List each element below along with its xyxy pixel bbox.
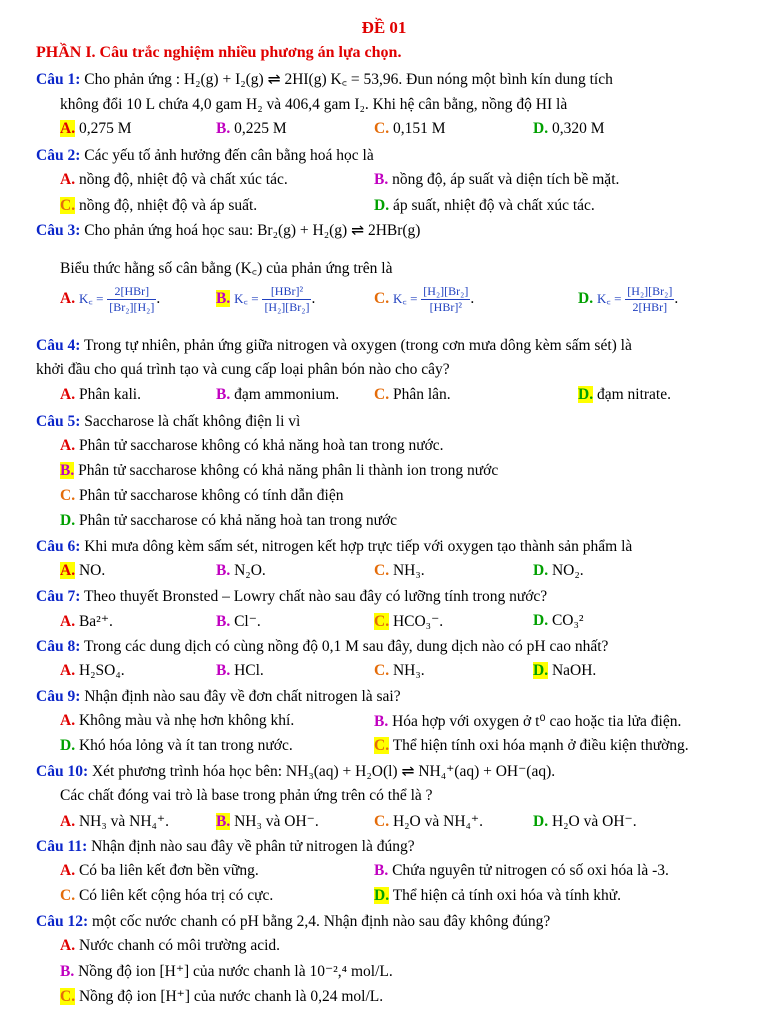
option-d[interactable]: D. K꜀ = $\frac{\text{[H₂][Br₂]}}{\text{2[HBr]}}$ . (578, 284, 679, 314)
option-letter: A. (60, 171, 76, 188)
question-number: Câu 11: (36, 838, 88, 855)
option-d[interactable] (533, 120, 605, 138)
fraction-denominator: [H₂][Br₂] (264, 300, 310, 314)
option-letter: A. (60, 386, 76, 403)
option-a[interactable] (60, 171, 288, 189)
option-d[interactable] (578, 386, 671, 404)
question-number: Câu 7: (36, 588, 81, 605)
option-c[interactable] (60, 887, 273, 905)
question-text: Nhận định nào sau đây về phân tử nitrogen là đúng? (91, 838, 415, 855)
option-text: NH₃ và NH₄⁺. (78, 813, 169, 830)
equilibrium-constant-label: K꜀ = (78, 291, 104, 307)
option-letter: D. (578, 386, 594, 403)
option-text: Phân tử saccharose không có tính dẫn điện (78, 487, 344, 504)
option-text: Có liên kết cộng hóa trị có cực. (78, 887, 274, 904)
option-b[interactable] (216, 120, 287, 138)
question-number: Câu 10: (36, 763, 89, 780)
option-d[interactable] (533, 562, 584, 580)
option-letter: B. (374, 713, 389, 730)
option-text: NH₃ và OH⁻. (234, 813, 319, 830)
option-text: Phân tử saccharose có khả năng hoà tan trong nước (78, 512, 398, 529)
fraction (262, 284, 311, 315)
option-letter: D. (533, 662, 549, 679)
option-text: Không màu và nhẹ hơn không khí. (78, 712, 295, 729)
option-a[interactable] (60, 386, 141, 404)
exam-title: ĐỀ 01 (361, 18, 407, 37)
option-text: N₂O. (234, 562, 266, 579)
option-text: 0,225 M (234, 120, 287, 137)
option-b[interactable] (60, 962, 393, 981)
option-b[interactable] (374, 171, 619, 189)
option-letter: C. (374, 662, 390, 679)
option-c[interactable]: C. K꜀ = $\frac{\text{[H₂][Br₂]}}{\text{[HBr]²}}$ . (374, 284, 475, 314)
question-text: Khi mưa dông kèm sấm sét, nitrogen kết hợp trực tiếp với oxygen tạo thành sản phẩm là (84, 538, 633, 555)
option-b[interactable] (374, 862, 669, 880)
question-number: Câu 8: (36, 638, 81, 655)
option-letter: B. (60, 963, 75, 980)
option-letter: A. (60, 120, 76, 137)
question-text: Theo thuyết Bronsted – Lowry chất nào sau đây có lưỡng tính trong nước? (83, 588, 548, 605)
option-c[interactable] (374, 612, 443, 631)
option-letter: C. (374, 386, 390, 403)
option-text: Hóa hợp với oxygen ở t⁰ cao hoặc tia lửa điện. (392, 713, 682, 730)
option-text: nồng độ, áp suất và diện tích bề mặt. (392, 171, 620, 188)
option-text: Phân lân. (392, 386, 451, 403)
fraction-denominator: [Br₂][H₂] (109, 300, 155, 314)
option-letter: A. (60, 290, 76, 308)
question-3 (36, 221, 741, 242)
option-c[interactable] (374, 562, 425, 580)
fraction (107, 284, 156, 315)
option-b[interactable] (216, 562, 266, 580)
option-text: NO. (78, 562, 106, 579)
option-c[interactable] (60, 487, 343, 505)
question-text: Xét phương trình hóa học bên: NH₃(aq) + H₂O(l) ⇌ NH₄⁺(aq) + OH⁻(aq). (91, 763, 556, 780)
option-letter: C. (60, 988, 76, 1005)
option-d[interactable] (533, 612, 584, 630)
option-text: đạm ammonium. (234, 386, 340, 403)
question-6 (36, 537, 741, 558)
question-text: một cốc nước chanh có pH bằng 2,4. Nhận định nào sau đây không đúng? (91, 913, 551, 930)
option-text: NO₂. (551, 562, 584, 579)
option-letter: C. (60, 487, 76, 504)
question-number: Câu 5: (36, 413, 81, 430)
part-heading: PHẦN I. Câu trắc nghiệm nhiều phương án lựa chọn. (36, 44, 402, 61)
option-letter: B. (216, 562, 231, 579)
option-letter: A. (60, 712, 76, 729)
fraction-numerator: [H₂][Br₂] (423, 284, 469, 298)
option-letter: C. (374, 120, 390, 137)
option-letter: D. (60, 512, 76, 529)
option-text: Nước chanh có môi trường acid. (78, 937, 281, 954)
option-a[interactable] (60, 812, 169, 831)
option-text: 0,151 M (392, 120, 446, 137)
option-c[interactable] (374, 737, 689, 755)
option-a[interactable]: A. K꜀ = $\frac{\text{2[HBr]}}{\text{[Br₂][H₂]}}$ . (60, 284, 161, 314)
option-b[interactable] (60, 462, 498, 480)
option-text: Chứa nguyên tử nitrogen có số oxi hóa là -3. (392, 862, 669, 879)
option-text: H₂SO₄. (78, 662, 125, 679)
option-c[interactable] (374, 662, 425, 680)
option-a[interactable] (60, 937, 280, 955)
option-text: NH₃. (392, 562, 425, 579)
option-text: nồng độ, nhiệt độ và chất xúc tác. (78, 171, 288, 188)
option-letter: A. (60, 562, 76, 579)
option-letter: A. (60, 437, 76, 454)
option-letter: B. (374, 862, 389, 879)
option-text: Nồng độ ion [H⁺] của nước chanh là 0,24 mol/L. (78, 988, 384, 1005)
option-letter: B. (216, 290, 231, 308)
option-letter: D. (533, 562, 549, 579)
option-letter: A. (60, 937, 76, 954)
option-letter: D. (374, 197, 390, 214)
option-b[interactable] (216, 386, 339, 404)
option-letter: C. (374, 562, 390, 579)
option-b[interactable] (216, 612, 261, 631)
question-10 (36, 762, 741, 783)
option-c[interactable] (60, 197, 257, 215)
option-letter: D. (533, 813, 549, 830)
fraction (625, 284, 674, 315)
option-letter: B. (216, 120, 231, 137)
option-text: 0,275 M (78, 120, 132, 137)
option-a[interactable] (60, 612, 113, 631)
question-text-cont: Các chất đóng vai trò là base trong phản ứng trên có thể là ? (60, 787, 433, 804)
equilibrium-constant-label: K꜀ = (234, 291, 259, 307)
question-7 (36, 587, 741, 608)
option-b[interactable]: B. K꜀ = $\frac{\text{[HBr]²}}{\text{[H₂][Br₂]}}$ . (216, 284, 316, 314)
option-text: H₂O và OH⁻. (551, 813, 637, 830)
question-5 (36, 412, 741, 433)
equilibrium-constant-label: K꜀ = (596, 291, 622, 307)
question-1 (36, 70, 741, 91)
question-text: Cho phản ứng : H₂(g) + I₂(g) ⇌ 2HI(g) K꜀ = 53,96. Đun nóng một bình kín dung tích (84, 71, 613, 88)
option-c[interactable] (374, 386, 451, 404)
question-text-cont: Biểu thức hằng số cân bằng (K꜀) của phản ứng trên là (60, 260, 393, 277)
option-d[interactable] (533, 662, 596, 680)
question-number: Câu 9: (36, 688, 81, 705)
question-9 (36, 687, 741, 708)
question-text: Saccharose là chất không điện li vì (84, 413, 301, 430)
option-letter: B. (60, 462, 75, 479)
option-letter: D. (60, 737, 76, 754)
option-letter: B. (216, 813, 231, 830)
option-text: Phân kali. (78, 386, 141, 403)
option-a[interactable] (60, 862, 259, 880)
fraction (421, 284, 470, 315)
option-d[interactable] (533, 812, 637, 831)
option-a[interactable] (60, 662, 125, 680)
option-letter: C. (374, 613, 390, 630)
option-letter: B. (374, 171, 389, 188)
option-text: Khó hóa lỏng và ít tan trong nước. (78, 737, 293, 754)
question-number: Câu 3: (36, 222, 81, 239)
option-text: Ba²⁺. (78, 613, 113, 630)
option-b[interactable] (374, 712, 681, 731)
option-letter: D. (533, 612, 549, 629)
fraction-numerator: [HBr]² (262, 284, 311, 300)
option-d[interactable] (374, 887, 621, 905)
question-number: Câu 6: (36, 538, 81, 555)
option-letter: C. (60, 197, 76, 214)
question-number: Câu 1: (36, 71, 81, 88)
option-text: đạm nitrate. (596, 386, 671, 403)
option-letter: C. (374, 813, 390, 830)
option-b[interactable] (216, 662, 264, 680)
fraction-denominator: 2[HBr] (632, 300, 668, 314)
option-a[interactable] (60, 120, 132, 138)
option-text: Thể hiện cả tính oxi hóa và tính khử. (392, 887, 622, 904)
option-text: HCO₃⁻. (392, 613, 444, 630)
option-d[interactable] (60, 737, 293, 755)
question-number: Câu 4: (36, 337, 81, 354)
option-letter: B. (216, 386, 231, 403)
option-text: 0,320 M (551, 120, 605, 137)
option-text: H₂O và NH₄⁺. (392, 813, 483, 830)
option-text: Phân tử saccharose không có khả năng phân li thành ion trong nước (78, 462, 499, 479)
option-letter: B. (216, 662, 231, 679)
question-text: Các yếu tố ảnh hưởng đến cân bằng hoá học là (84, 147, 374, 164)
option-text: nồng độ, nhiệt độ và áp suất. (78, 197, 258, 214)
option-text: NaOH. (551, 662, 597, 679)
option-letter: A. (60, 662, 76, 679)
option-c[interactable] (374, 812, 483, 831)
option-letter: C. (374, 290, 390, 308)
option-b[interactable] (216, 812, 319, 831)
option-letter: B. (216, 613, 231, 630)
question-number: Câu 12: (36, 913, 89, 930)
option-a[interactable] (60, 562, 105, 580)
question-text-cont: không đổi 10 L chứa 4,0 gam H₂ và 406,4 gam I₂. Khi hệ cân bằng, nồng độ HI là (60, 96, 568, 113)
option-text: Có ba liên kết đơn bền vững. (78, 862, 259, 879)
option-d[interactable] (60, 512, 397, 530)
option-text: CO₃² (551, 612, 584, 629)
option-c[interactable] (374, 120, 446, 138)
option-letter: D. (533, 120, 549, 137)
option-letter: C. (374, 737, 390, 754)
equilibrium-constant-label: K꜀ = (392, 291, 418, 307)
question-text-cont: khởi đầu cho quá trình tạo và cung cấp loại phân bón nào cho cây? (36, 361, 450, 378)
fraction-numerator: 2[HBr] (107, 284, 156, 300)
question-number: Câu 2: (36, 147, 81, 164)
option-letter: A. (60, 613, 76, 630)
option-text: Thể hiện tính oxi hóa mạnh ở điều kiện thường. (392, 737, 689, 754)
option-text: Nồng độ ion [H⁺] của nước chanh là 10⁻²,⁴ mol/L. (78, 963, 393, 980)
question-text: Trong tự nhiên, phản ứng giữa nitrogen và oxygen (trong cơn mưa dông kèm sấm sét) là (83, 337, 632, 354)
option-text: áp suất, nhiệt độ và chất xúc tác. (392, 197, 595, 214)
option-letter: D. (374, 887, 390, 904)
option-text: HCl. (234, 662, 264, 679)
option-a[interactable] (60, 437, 444, 455)
fraction-denominator: [HBr]² (429, 300, 462, 314)
option-letter: A. (60, 862, 76, 879)
question-text: Trong các dung dịch có cùng nồng độ 0,1 M sau đây, dung dịch nào có pH cao nhất? (83, 638, 609, 655)
option-letter: A. (60, 813, 76, 830)
option-text: NH₃. (392, 662, 425, 679)
question-2 (36, 146, 741, 167)
option-text: Cl⁻. (234, 613, 261, 630)
question-12 (36, 912, 741, 933)
question-4 (36, 336, 741, 357)
question-text: Cho phản ứng hoá học sau: Br₂(g) + H₂(g) ⇌ 2HBr(g) (84, 222, 421, 239)
question-11 (36, 837, 741, 858)
option-c[interactable] (60, 987, 383, 1006)
option-a[interactable] (60, 712, 294, 730)
option-letter: C. (60, 887, 76, 904)
option-letter: D. (578, 290, 594, 308)
question-8 (36, 637, 741, 658)
option-text: Phân tử saccharose không có khả năng hoà tan trong nước. (78, 437, 444, 454)
fraction-numerator: [H₂][Br₂] (627, 284, 673, 298)
question-text: Nhận định nào sau đây về đơn chất nitrogen là sai? (84, 688, 401, 705)
option-d[interactable] (374, 197, 595, 215)
